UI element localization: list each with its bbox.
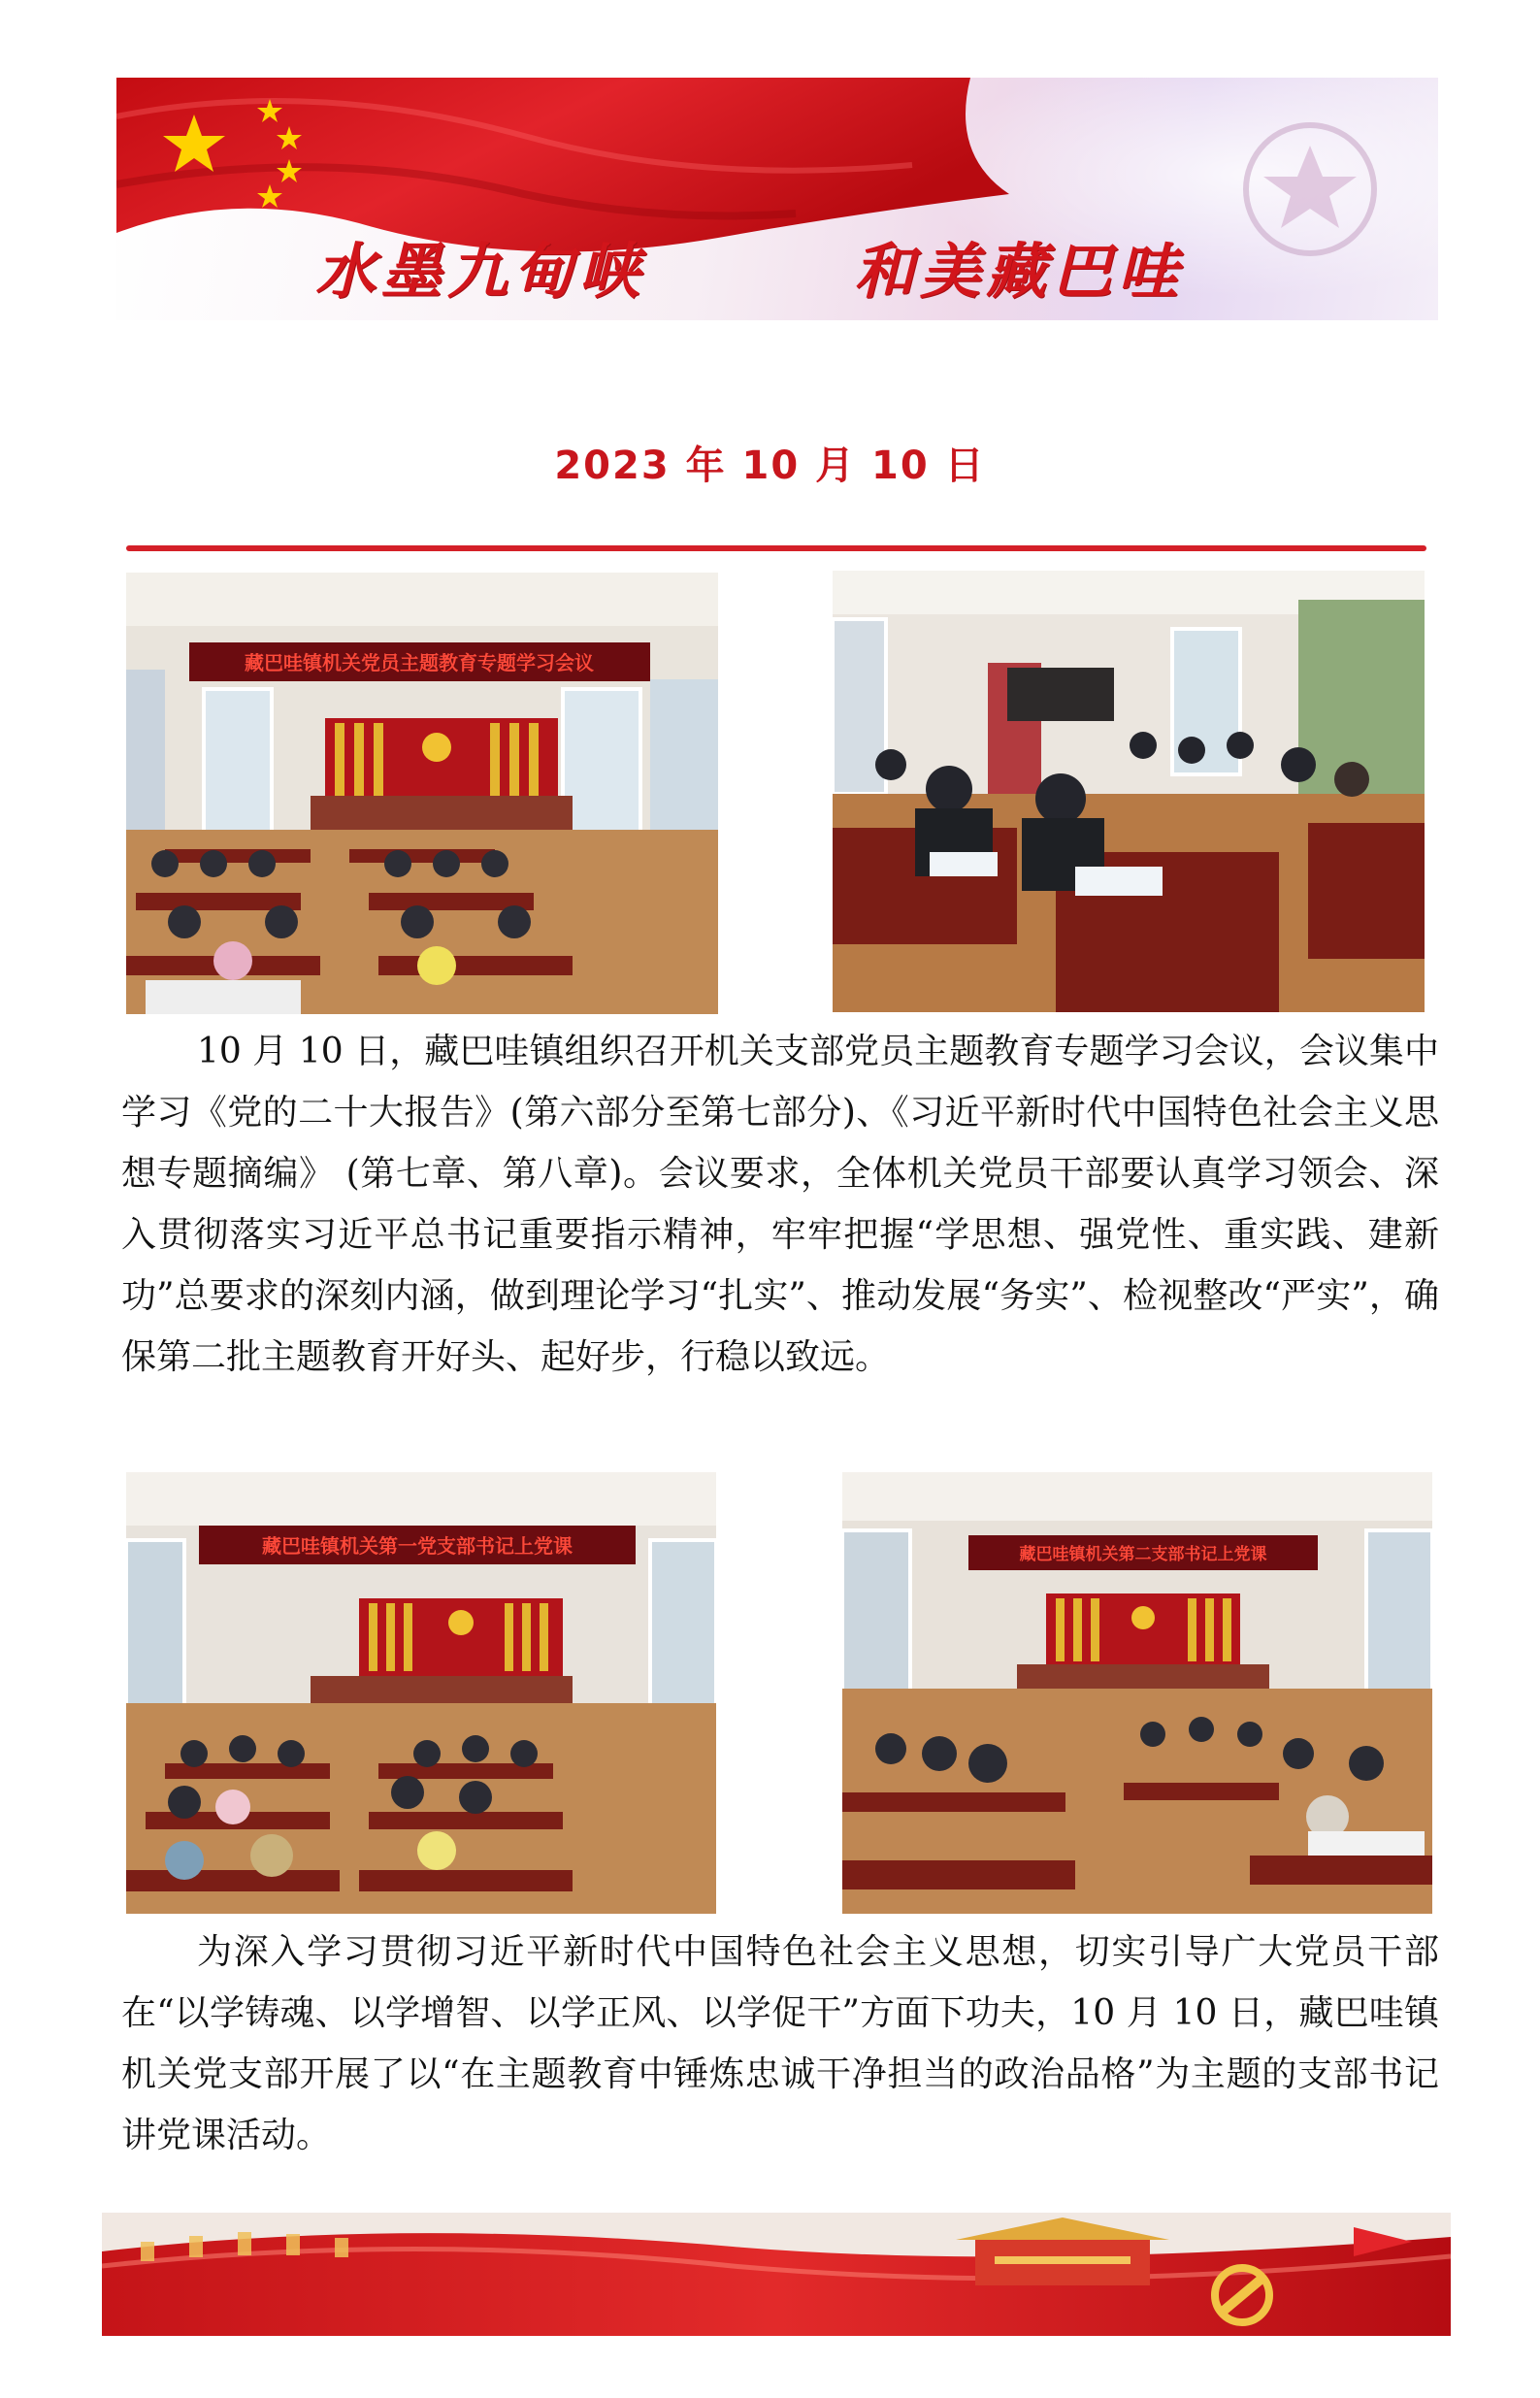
meeting-photo-2 [833,571,1425,1012]
issue-date: 2023 年 10 月 10 日 [554,443,986,488]
banner-text-4: 藏巴哇镇机关第二支部书记上党课 [1019,1545,1267,1564]
article-paragraph-2: 为深入学习贯彻习近平新时代中国特色社会主义思想，切实引导广大党员干部在“以学铸魂、以学增智、以学正风、以学促干”方面下功夫，10 月 10 日，藏巴哇镇机关党支部开展了以“在主题教育中锤炼忠诚干净担当的政治品格”为主题的支部书记讲党课活动。 [121,1932,1439,2155]
meeting-photo-3 [126,1472,716,1914]
banner-text-1: 藏巴哇镇机关党员主题教育专题学习会议 [245,651,594,674]
meeting-photo-4 [842,1472,1432,1914]
header-slogan-right: 和美藏巴哇 [854,236,1185,307]
banner-text-3: 藏巴哇镇机关第一党支部书记上党课 [262,1534,573,1558]
meeting-photo-1 [126,573,718,1014]
party-emblem-watermark-icon [1223,116,1397,262]
footer-banner [102,2213,1451,2336]
article-paragraph-1: 10 月 10 日，藏巴哇镇组织召开机关支部党员主题教育专题学习会议，会议集中学习《党的二十大报告》(第六部分至第七部分)、《习近平新时代中国特色社会主义思想专题摘编》 (第七章、第八章)。会议要求，全体机关党员干部要认真学习领会、深入贯彻落实习近平总书记重要指示精神，牢牢把握“学思想、强党性、重实践、建新功”总要求的深刻内涵，做到理论学习“扎实”、推动发展“务实”、检视整改“严实”，确保第二批主题教育开好头、起好步，行稳以致远。 [121,1032,1439,1377]
header-banner [116,78,1438,320]
red-divider [126,545,1426,551]
header-slogan-left: 水墨九甸峡 [315,236,646,307]
